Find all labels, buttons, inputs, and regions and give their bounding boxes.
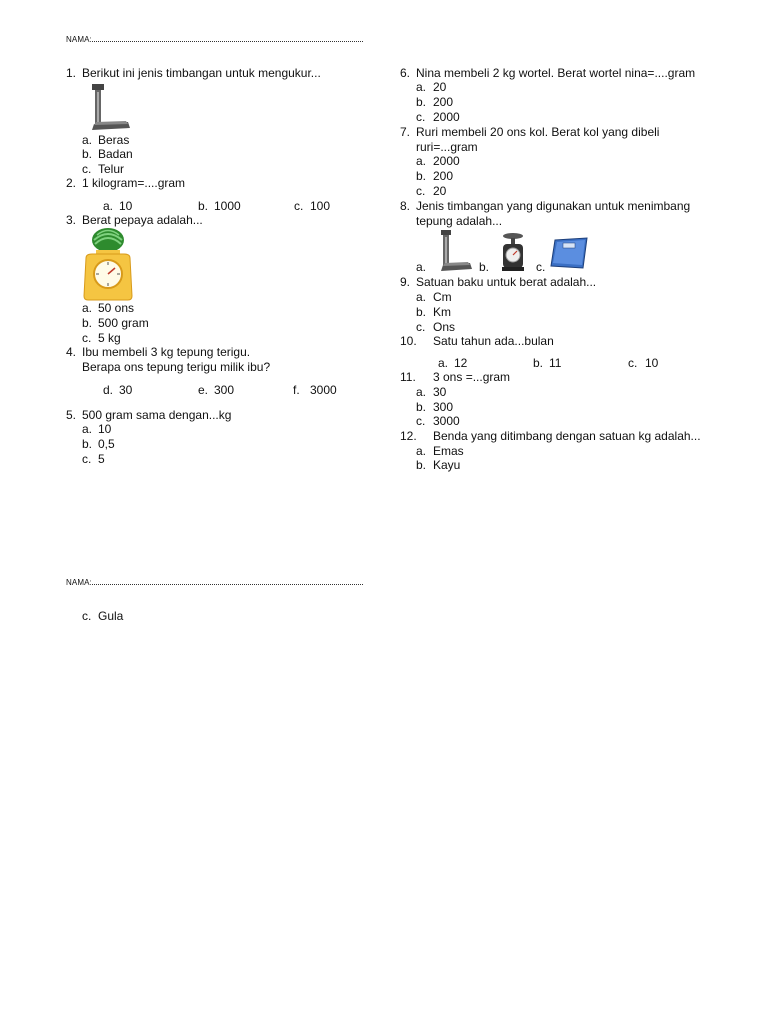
option-text[interactable]: 12 — [454, 356, 468, 370]
option-text[interactable]: 2000 — [433, 154, 460, 168]
option-label: c. — [82, 609, 92, 623]
option-label: b. — [82, 316, 93, 330]
option-label: c. — [416, 414, 426, 428]
option-label: c. — [416, 110, 426, 124]
option-label: a. — [416, 444, 427, 458]
option-text[interactable]: 300 — [433, 400, 454, 414]
name-field[interactable] — [66, 33, 363, 47]
option-text[interactable]: Gula — [98, 609, 124, 623]
option-text[interactable]: 300 — [214, 383, 235, 397]
option-text[interactable]: 30 — [119, 383, 133, 397]
name-dotted-line — [92, 578, 363, 585]
option-text[interactable]: 5 — [98, 452, 105, 466]
option-label: a. — [82, 301, 93, 315]
option-text[interactable]: 20 — [433, 80, 447, 94]
option-label: a. — [416, 260, 427, 274]
option-label: b. — [82, 147, 93, 161]
option-label: b. — [416, 458, 427, 472]
option-label: b. — [416, 169, 427, 183]
option-label: c. — [82, 162, 92, 176]
option-label: f. — [293, 383, 300, 397]
question-number: 6. — [400, 66, 411, 80]
option-text[interactable]: 5 kg — [98, 331, 121, 345]
question-number: 10. — [400, 334, 417, 348]
question-text: Berat pepaya adalah... — [82, 213, 203, 227]
option-label: b. — [416, 305, 427, 319]
option-label: c. — [416, 320, 426, 334]
bathroom-scale-icon[interactable] — [549, 236, 589, 270]
option-label: a. — [416, 290, 427, 304]
question-text-line-2: ruri=...gram — [416, 140, 478, 154]
option-text[interactable]: 10 — [98, 422, 112, 436]
option-text[interactable]: 200 — [433, 169, 454, 183]
option-text[interactable]: 10 — [645, 356, 659, 370]
name-field-page-2[interactable] — [66, 576, 363, 590]
option-text[interactable]: 3000 — [310, 383, 337, 397]
option-text[interactable]: 500 gram — [98, 316, 149, 330]
option-label: b. — [479, 260, 490, 274]
question-text: 500 gram sama dengan...kg — [82, 408, 232, 422]
option-text[interactable]: 10 — [119, 199, 133, 213]
question-number: 1. — [66, 66, 77, 80]
option-text[interactable]: 200 — [433, 95, 454, 109]
question-number: 11. — [400, 370, 416, 384]
option-text[interactable]: 0,5 — [98, 437, 115, 451]
option-label: a. — [103, 199, 114, 213]
option-text[interactable]: 20 — [433, 184, 447, 198]
option-label: c. — [82, 452, 92, 466]
option-text[interactable]: 1000 — [214, 199, 241, 213]
option-label: a. — [438, 356, 449, 370]
option-label: c. — [82, 331, 92, 345]
option-label: b. — [198, 199, 209, 213]
name-label: NAMA: — [66, 578, 92, 587]
option-label: d. — [103, 383, 114, 397]
option-label: a. — [416, 154, 427, 168]
question-number: 2. — [66, 176, 77, 190]
name-label: NAMA: — [66, 35, 92, 44]
option-text[interactable]: 30 — [433, 385, 447, 399]
question-text: Satu tahun ada...bulan — [433, 334, 554, 348]
option-text[interactable]: Telur — [98, 162, 125, 176]
option-label: c. — [536, 260, 546, 274]
option-text[interactable]: Emas — [433, 444, 464, 458]
question-number: 5. — [66, 408, 77, 422]
question-number: 8. — [400, 199, 411, 213]
option-text[interactable]: 2000 — [433, 110, 460, 124]
question-text: 1 kilogram=....gram — [82, 176, 186, 190]
option-text[interactable]: 3000 — [433, 414, 460, 428]
question-number: 12. — [400, 429, 417, 443]
option-label: c. — [294, 199, 304, 213]
option-label: a. — [82, 422, 93, 436]
kitchen-scale-icon[interactable] — [500, 232, 526, 272]
option-label: c. — [628, 356, 638, 370]
option-label: b. — [416, 400, 427, 414]
question-text: Berikut ini jenis timbangan untuk mengukur... — [82, 66, 321, 80]
question-text: Satuan baku untuk berat adalah... — [416, 275, 597, 289]
option-text[interactable]: 11 — [549, 356, 562, 370]
option-label: a. — [416, 80, 427, 94]
option-text[interactable]: Badan — [98, 147, 133, 161]
option-text[interactable]: Cm — [433, 290, 452, 304]
option-label: c. — [416, 184, 426, 198]
option-text[interactable]: Ons — [433, 320, 456, 334]
option-text[interactable]: 100 — [310, 199, 331, 213]
watermelon-on-scale-icon — [82, 226, 134, 302]
question-text-line-2: Berapa ons tepung terigu milik ibu? — [82, 360, 271, 374]
option-text[interactable]: 50 ons — [98, 301, 135, 315]
question-text: Ibu membeli 3 kg tepung terigu. — [82, 345, 251, 359]
option-label: a. — [82, 133, 93, 147]
question-number: 3. — [66, 213, 77, 227]
option-text[interactable]: Kayu — [433, 458, 461, 472]
question-text-line-2: tepung adalah... — [416, 214, 503, 228]
option-label: b. — [82, 437, 93, 451]
platform-scale-icon[interactable] — [438, 229, 474, 273]
option-text[interactable]: Beras — [98, 133, 130, 147]
question-text: Nina membeli 2 kg wortel. Berat wortel nina=....gram — [416, 66, 696, 80]
question-number: 4. — [66, 345, 77, 359]
question-text: Ruri membeli 20 ons kol. Berat kol yang dibeli — [416, 125, 660, 139]
option-text[interactable]: Km — [433, 305, 451, 319]
question-text: 3 ons =...gram — [433, 370, 511, 384]
question-text: Jenis timbangan yang digunakan untuk menimbang — [416, 199, 691, 213]
question-number: 7. — [400, 125, 411, 139]
option-label: b. — [416, 95, 427, 109]
option-label: b. — [533, 356, 544, 370]
option-label: e. — [198, 383, 209, 397]
name-dotted-line — [92, 35, 363, 42]
question-text: Benda yang ditimbang dengan satuan kg adalah... — [433, 429, 701, 443]
option-label: a. — [416, 385, 427, 399]
platform-scale-icon — [88, 82, 132, 132]
question-number: 9. — [400, 275, 411, 289]
